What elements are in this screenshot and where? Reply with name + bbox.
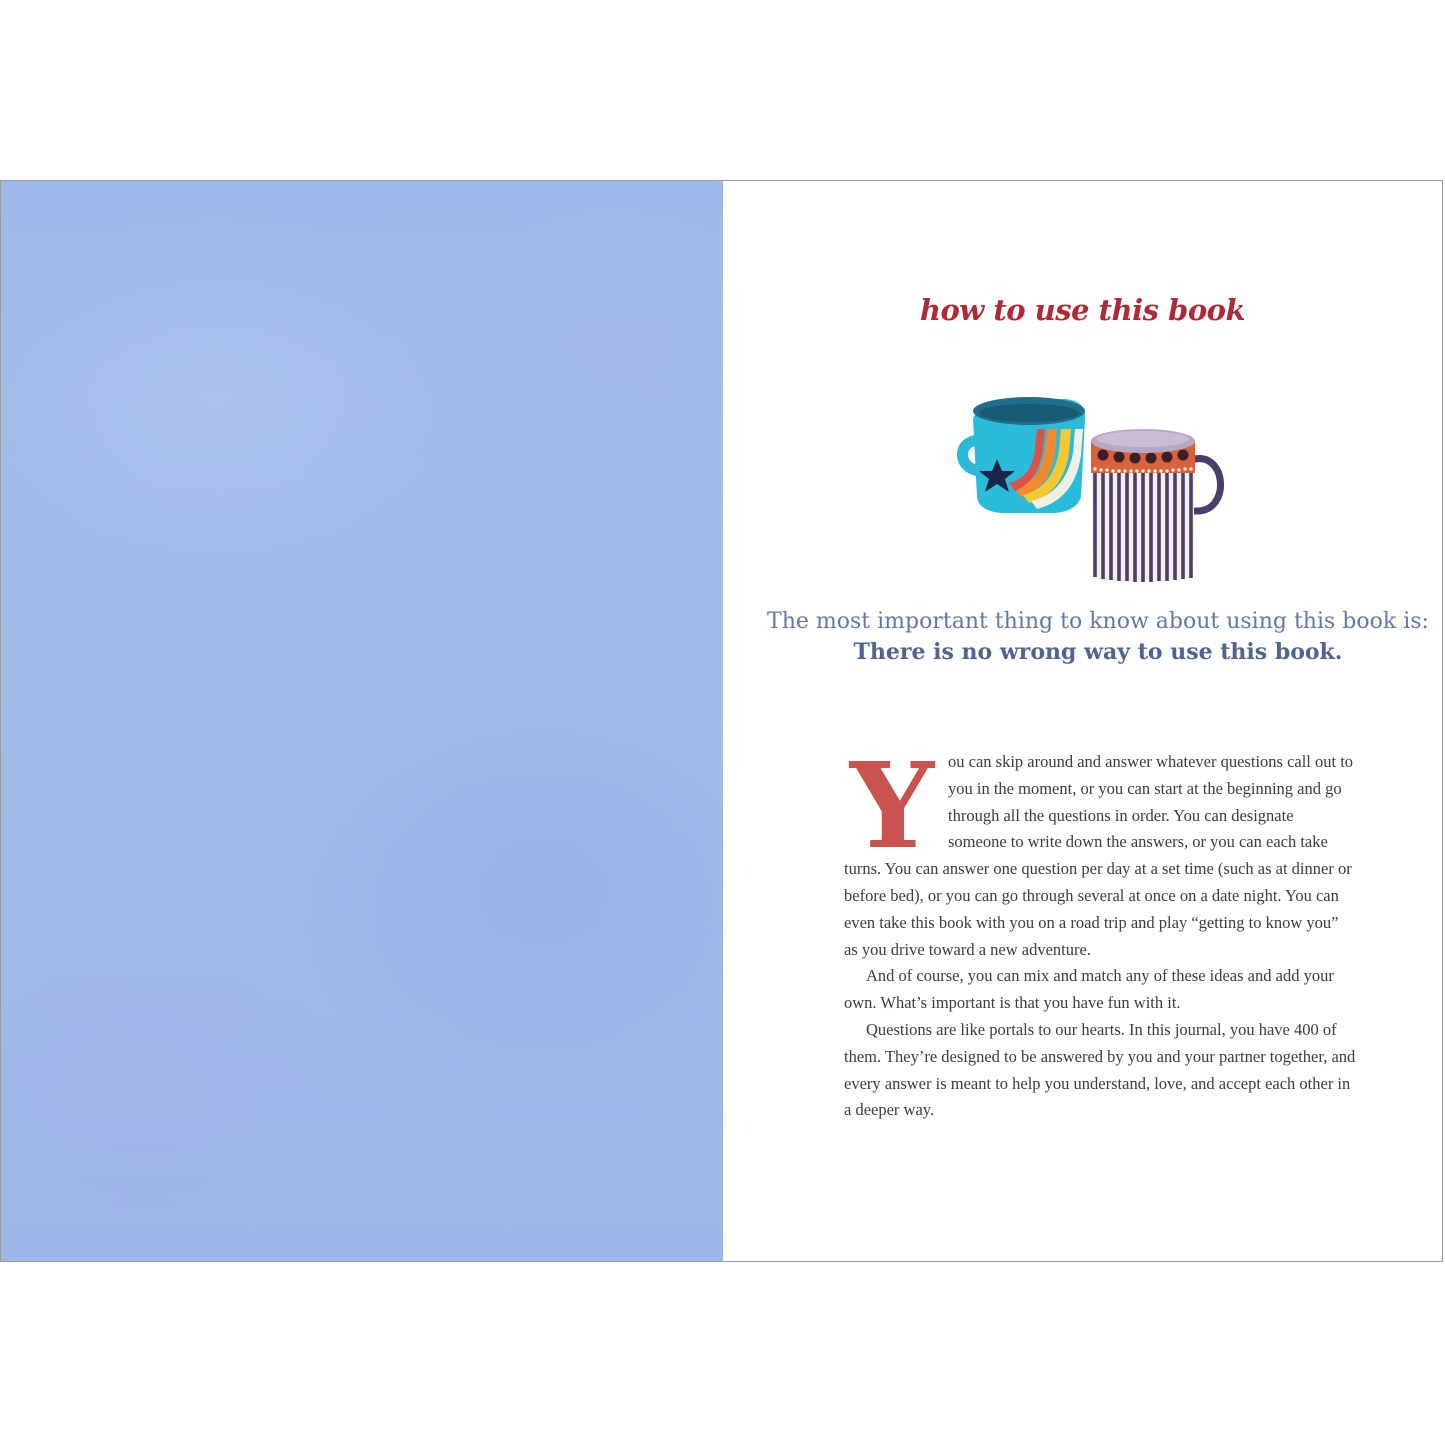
body-text (844, 749, 1356, 1124)
right-page (723, 181, 1442, 1261)
book-spread (0, 180, 1443, 1262)
body-paragraph-1: ou can skip around and answer whatever questions call out to you in the moment, or you can start at the beginning and go through all the questions in order. You can designate someone to write down the answers, or you can each take turns. You can answer one question per day at a set time (such as at dinner or before bed), or you can go through several at once on a date night. You can even take this book with you on a road trip and play “getting to know you” as you drive toward a new adventure. (844, 752, 1354, 959)
intro-bold-text: There is no wrong way to use this book. (853, 639, 1343, 665)
two-mugs-illustration (945, 389, 1235, 589)
drop-cap (842, 755, 942, 855)
drop-cap-letter: Y (849, 755, 935, 855)
left-page-painted-blue (1, 181, 723, 1261)
intro-statement (763, 606, 1433, 668)
body-paragraph-2: And of course, you can mix and match any of these ideas and add your own. What’s important is that you have fun with it. (844, 966, 1334, 1013)
body-paragraph-3: Questions are like portals to our hearts. In this journal, you have 400 of them. They’re designed to be answered by you and your partner together, and every answer is meant to help you understand, love, and accept each other in a deeper way. (844, 1019, 1356, 1120)
intro-regular-text: The most important thing to know about using this book is: (767, 609, 1429, 634)
page-title: how to use this book (919, 293, 1246, 327)
